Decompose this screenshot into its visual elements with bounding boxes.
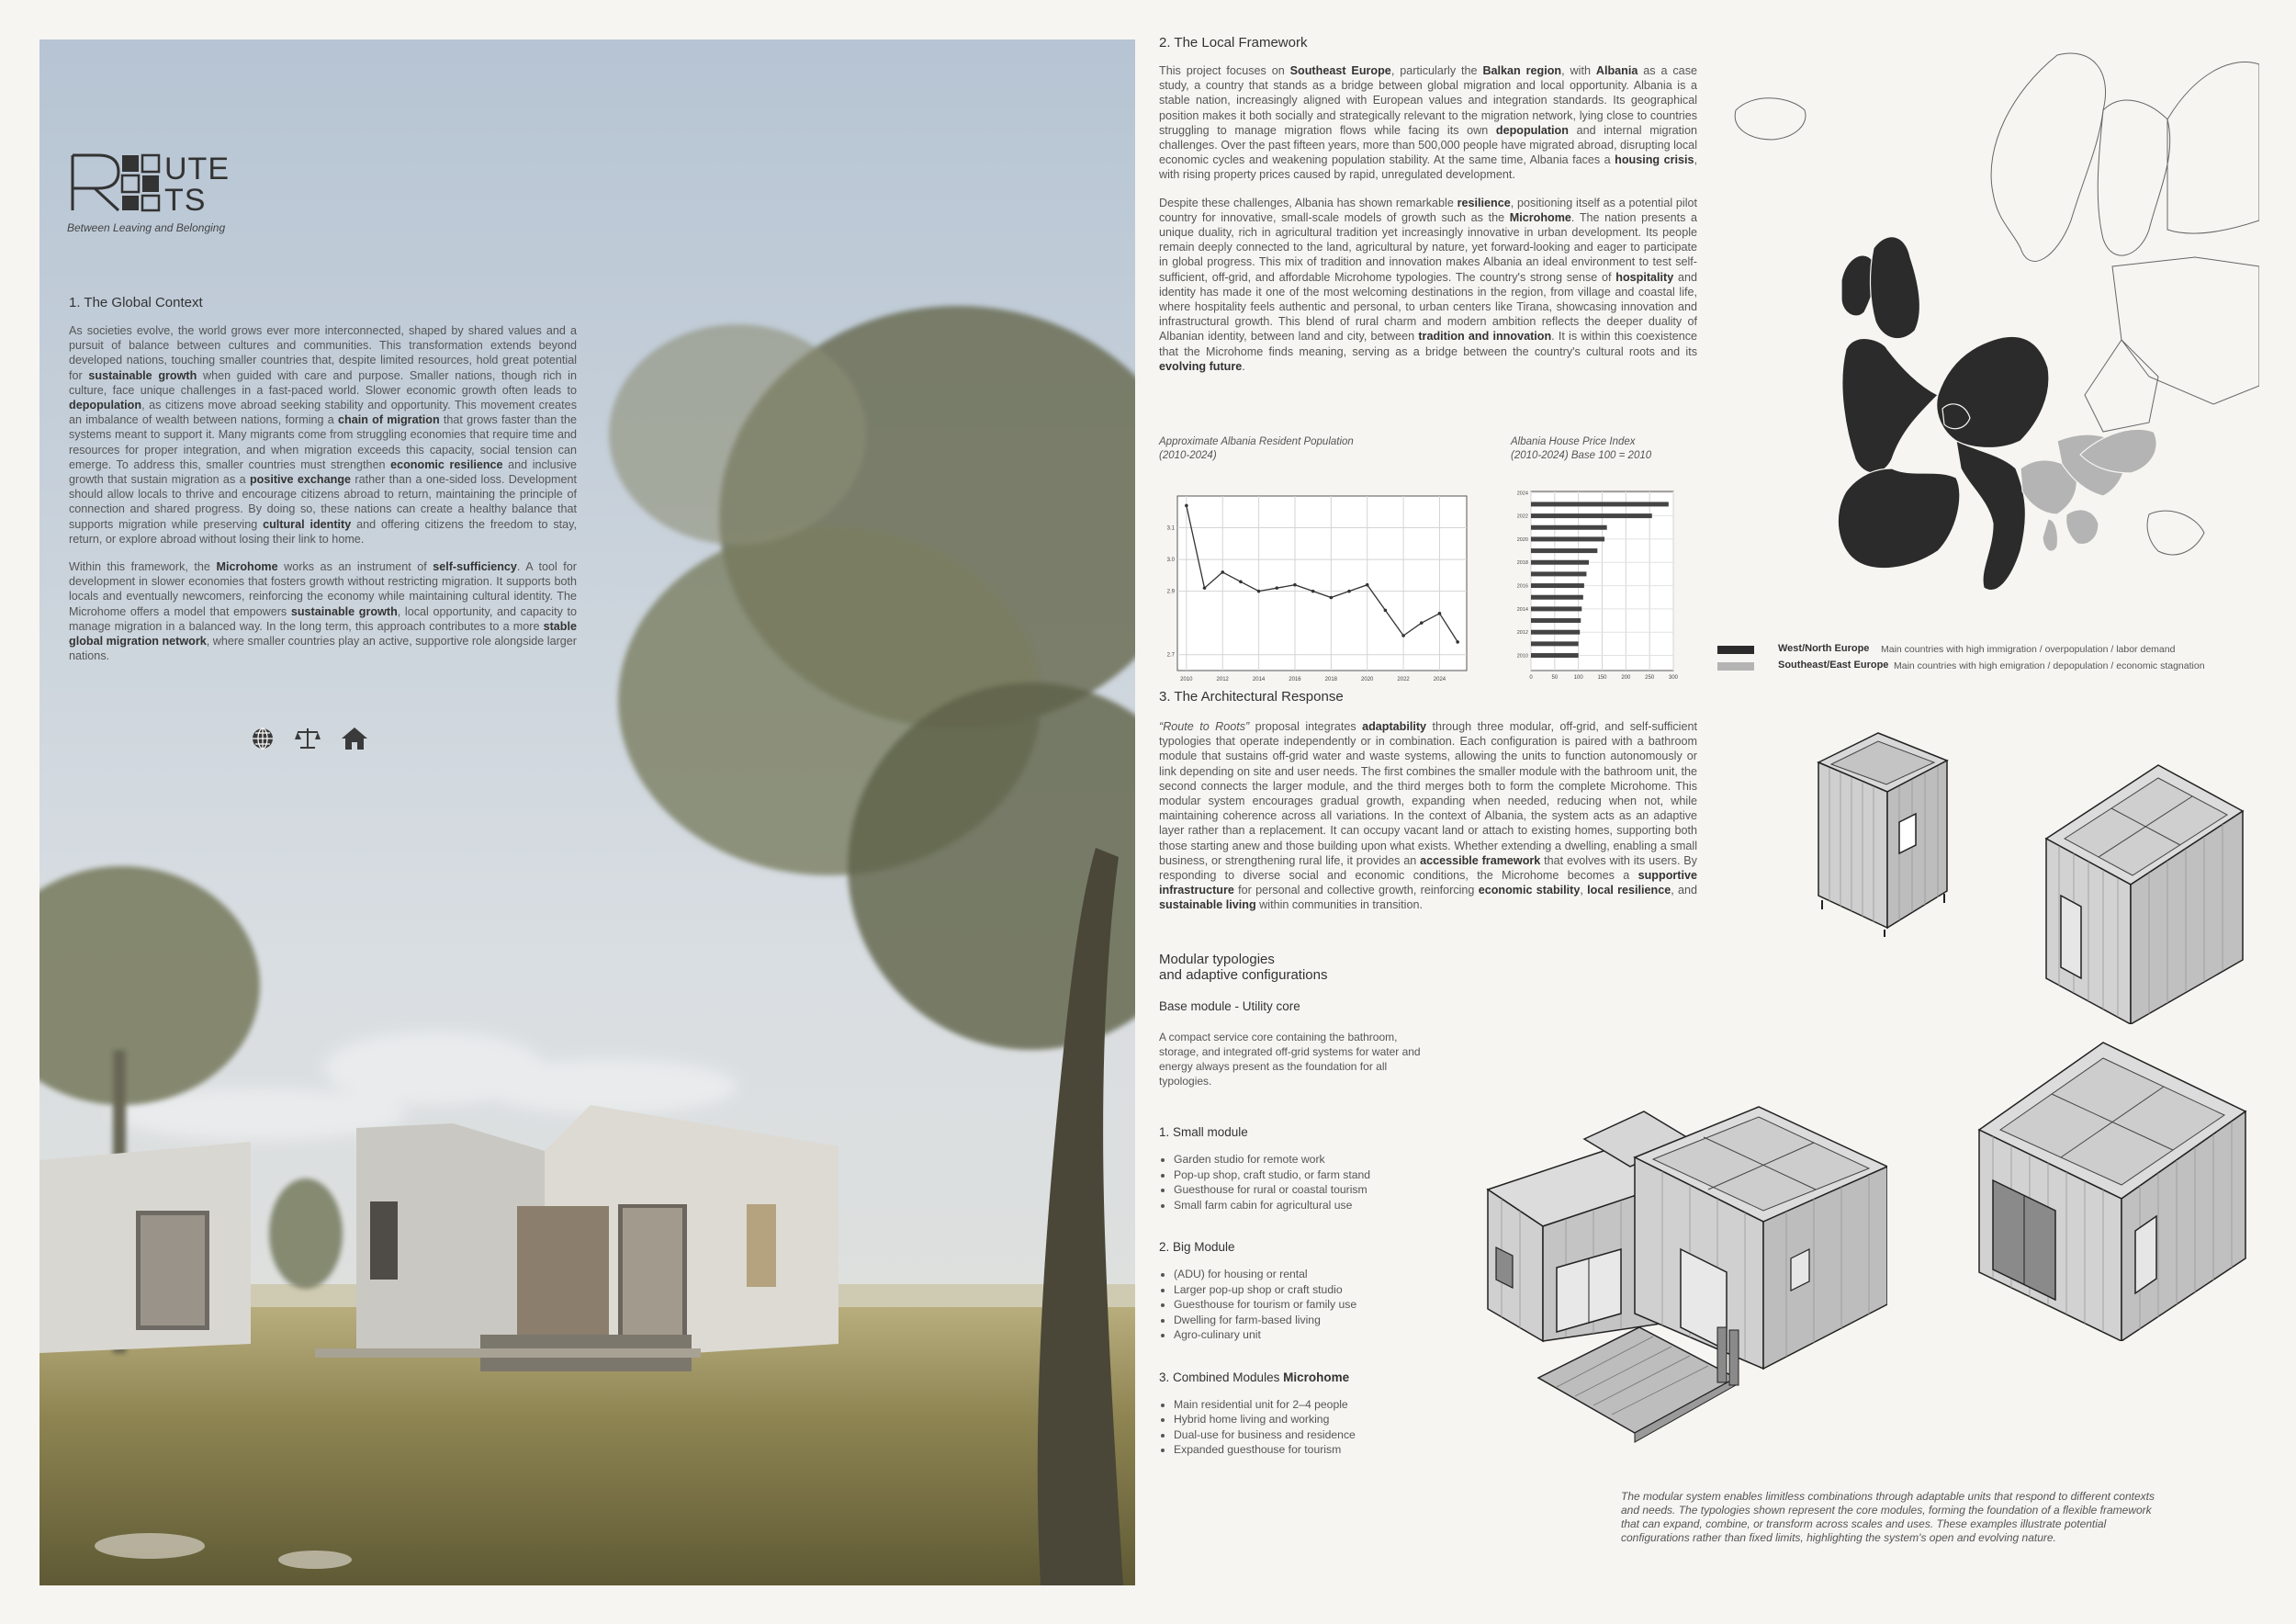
chart-title: Albania House Price Index <box>1511 436 1636 447</box>
emphasis-text: sustainable growth <box>290 604 398 618</box>
legend-desc-west: Main countries with high immigration / overpopulation / labor demand <box>1881 644 2176 655</box>
small-module-drawing <box>2039 758 2250 1024</box>
data-point <box>1438 612 1442 615</box>
emphasis-text: depopulation <box>69 399 142 412</box>
bar <box>1531 606 1581 611</box>
y-tick-label: 3.1 <box>1166 525 1175 532</box>
combined-module-title-text: 3. Combined Modules <box>1159 1370 1284 1384</box>
text-run: , with <box>1561 64 1596 77</box>
logo-text-bottom: TS <box>164 183 207 218</box>
text-run: . It is within this coexistence that the Microhome finds meaning, serving as a bridge between the country's cultural roots and its <box>1159 330 1698 358</box>
bar <box>1531 641 1579 646</box>
legend-swatch-west <box>1717 646 1754 654</box>
emphasis-text: tradition and innovation <box>1418 330 1552 344</box>
data-point <box>1366 583 1369 587</box>
microhome-combined-drawing <box>1483 1102 1887 1451</box>
list-item: • Dual-use for business and residence <box>1174 1427 1435 1443</box>
hero-render-image <box>39 39 1135 1585</box>
list-item: • Main residential unit for 2–4 people <box>1174 1397 1435 1413</box>
x-tick-label: 100 <box>1573 675 1583 681</box>
data-point <box>1347 590 1351 593</box>
list-item: • Agro-culinary unit <box>1174 1327 1435 1343</box>
text-run: works as an instrument of <box>277 560 433 574</box>
chart-title: Approximate Albania Resident Population <box>1159 436 1354 447</box>
legend-label-southeast: Southeast/East Europe <box>1778 660 1889 671</box>
data-point <box>1420 621 1424 625</box>
emphasis-text: Microhome <box>1509 210 1571 224</box>
emphasis-text: depopulation <box>1495 123 1569 137</box>
text-run: , <box>1580 884 1588 897</box>
x-tick-label: 250 <box>1645 675 1655 681</box>
list-item: • Guesthouse for rural or coastal tourism <box>1174 1182 1435 1198</box>
logo-text-top: UTE <box>164 152 230 186</box>
arch-paragraph-1 <box>1159 719 1697 913</box>
list-item: • Small farm cabin for agricultural use <box>1174 1198 1435 1213</box>
emphasis-text: hospitality <box>1615 270 1674 284</box>
data-point <box>1185 504 1188 508</box>
modular-title-2: and adaptive configurations <box>1159 967 1328 983</box>
architectural-response-section <box>1159 689 1697 926</box>
local-paragraph-2 <box>1159 196 1697 374</box>
x-tick-label: 300 <box>1668 675 1679 681</box>
text-run: Within this framework, the <box>69 560 217 574</box>
section-title: 3. The Architectural Response <box>1159 689 1344 705</box>
plot-area <box>1177 496 1467 671</box>
emphasis-text: housing crisis <box>1615 153 1694 167</box>
small-module-title: 1. Small module <box>1159 1125 1248 1139</box>
legend-row-southeast <box>1717 660 2287 676</box>
bar <box>1531 502 1669 506</box>
global-paragraph-2 <box>69 559 577 663</box>
big-module-drawing <box>1975 1038 2250 1341</box>
bar <box>1531 536 1604 541</box>
legend-desc-southeast: Main countries with high emigration / depopulation / economic stagnation <box>1894 660 2205 671</box>
y-tick-label: 2020 <box>1516 536 1528 543</box>
y-tick-label: 2010 <box>1516 653 1528 660</box>
x-tick-label: 2014 <box>1252 677 1266 682</box>
text-run: and identity has made it one of the most welcoming destinations in the region, from village and coastal life, where hospitality feels authentic and personal, to urban centers like Tirana, showcasing innovation and infrastructural growth. This blend of rural charm and modern ambition reflects the deeper duality of Albanian identity, between land and city, between <box>1159 270 1697 344</box>
x-tick-label: 50 <box>1551 675 1559 681</box>
section-title: 2. The Local Framework <box>1159 35 1308 51</box>
y-tick-label: 3.0 <box>1166 558 1175 564</box>
bar <box>1531 595 1583 600</box>
bar <box>1531 525 1607 530</box>
emphasis-text: local resilience <box>1587 884 1671 897</box>
data-point <box>1239 580 1243 583</box>
text-run: , particularly the <box>1390 64 1483 77</box>
emphasis-text: adaptability <box>1362 720 1427 733</box>
data-point <box>1384 609 1388 613</box>
text-run: , as citizens move abroad seeking stability and opportunity. This movement creates an imbalance of wealth between nations, forming a <box>69 399 577 427</box>
emphasis-text: economic resilience <box>390 457 503 471</box>
base-module-title: Base module - Utility core <box>1159 999 1300 1013</box>
list-item: • Hybrid home living and working <box>1174 1412 1435 1427</box>
bar <box>1531 548 1597 553</box>
y-tick-label: 2022 <box>1516 513 1528 520</box>
legend-row-west <box>1717 643 2287 660</box>
emphasis-text: resilience <box>1457 196 1511 209</box>
modular-caption: The modular system enables limitless combinations through adaptable units that respond to different contexts and needs. The typologies shown represent the core modules, forming the foundation of a flexible framework that can expand, combine, or transform across scales and uses. These examples illustrate potential configurations rather than fixed limits, highlighting the system's open and evolving nature. <box>1621 1490 2155 1544</box>
y-tick-label: 2014 <box>1516 606 1528 613</box>
x-tick-label: 2020 <box>1361 677 1374 682</box>
emphasis-text: Balkan region <box>1482 64 1562 77</box>
text-run: proposal integrates <box>1249 720 1363 733</box>
bar <box>1531 583 1584 588</box>
legend-swatch-southeast <box>1717 662 1754 671</box>
y-tick-label: 2024 <box>1516 491 1528 497</box>
list-item: • Larger pop-up shop or craft studio <box>1174 1282 1435 1298</box>
section-title: 1. The Global Context <box>69 295 203 310</box>
list-item: • Dwelling for farm-based living <box>1174 1313 1435 1328</box>
emphasis-text: evolving future <box>1159 359 1243 373</box>
local-paragraph-1 <box>1159 63 1697 183</box>
list-item: • Guesthouse for tourism or family use <box>1174 1297 1435 1313</box>
icon-row <box>251 727 379 754</box>
x-tick-label: 2018 <box>1324 677 1338 682</box>
text-run: , where smaller countries play an active, supportive role alongside larger nations. <box>69 635 577 663</box>
emphasis-text: cultural identity <box>263 517 352 531</box>
list-item: • Garden studio for remote work <box>1174 1152 1435 1167</box>
text-run: that grows faster than the systems meant to support it. Many migrants come from struggling economies that require time and resources for proper integration, and when migration exceeds this capacity, social tension can emerge. To address this, smaller countries must strengthen <box>69 413 578 471</box>
text-run: Despite these challenges, Albania has shown remarkable <box>1159 196 1458 209</box>
x-tick-label: 0 <box>1529 675 1533 681</box>
global-context-section <box>69 295 577 676</box>
text-run: . A tool for development in slower economies that fosters growth without restricting migration. It supports both locals and eventually newcomers, reinforcing the economy while maintaining cultural identity. The Microhome offers a model that empowers <box>69 560 577 618</box>
emphasis-text: accessible framework <box>1420 853 1541 867</box>
legend-label-west: West/North Europe <box>1778 643 1870 654</box>
x-tick-label: 2012 <box>1216 677 1229 682</box>
combined-module-list <box>1159 1397 1435 1458</box>
list-item: • Pop-up shop, craft studio, or farm stand <box>1174 1167 1435 1183</box>
text-run: for personal and collective growth, reinforcing <box>1233 884 1479 897</box>
y-tick-label: 2016 <box>1516 583 1528 590</box>
x-tick-label: 150 <box>1597 675 1607 681</box>
x-tick-label: 2010 <box>1180 677 1193 682</box>
text-run: “Route to Roots” <box>1159 720 1250 733</box>
list-item: • Expanded guesthouse for tourism <box>1174 1442 1435 1458</box>
emphasis-text: supportive infrastructure <box>1159 869 1697 897</box>
text-run: within communities in transition. <box>1255 898 1423 912</box>
bar <box>1531 560 1589 565</box>
text-run: . <box>1242 359 1245 373</box>
house-price-bar-chart <box>1511 487 1694 689</box>
emphasis-text: Albania <box>1595 64 1638 77</box>
y-tick-label: 2018 <box>1516 560 1528 567</box>
text-run: , with rising property prices caused by rapid, unregulated development. <box>1159 153 1697 182</box>
chart-subtitle: (2010-2024) <box>1159 450 1217 461</box>
data-point <box>1456 640 1459 644</box>
text-run: , local opportunity, and capacity to manage migration in a balanced way. In the long term, this approach contributes to a more <box>69 604 578 633</box>
map-legend <box>1717 643 2287 676</box>
text-run: as a case study, a country that stands as a bridge between global migration and local opportunity. Albania is a stable nation, increasingly aligned with European values and integration standards. Its geographical position makes it both socially and strategically relevant to the migration network, lying close to countries struggling to manage migration flows while facing its own <box>1159 64 1697 137</box>
text-run: and internal migration challenges. Over the past fifteen years, more than 500,000 people have migrated abroad, disrupting local economic cycles and weakening population stability. At the same time, Albania faces a <box>1159 123 1697 167</box>
emphasis-text: Microhome <box>216 560 278 574</box>
emphasis-text: economic stability <box>1478 884 1581 897</box>
combined-module-title-bold: Microhome <box>1283 1370 1350 1384</box>
data-point <box>1221 570 1224 574</box>
base-module-desc: A compact service core containing the bathroom, storage, and integrated off-grid systems for water and energy always present as the foundation for all typologies. <box>1159 1031 1421 1088</box>
big-module-list <box>1159 1267 1435 1343</box>
modular-typologies-section <box>1159 952 1435 1458</box>
emphasis-text: sustainable growth <box>88 368 197 382</box>
text-run: This project focuses on <box>1159 64 1290 77</box>
text-run: . The nation presents a unique duality, rich in agricultural tradition yet increasingly innovative in urban development. Its people remain deeply connected to the land, agricultural by nature, yet forward-looking and eager to participate in global progress. This mix of tradition and innovation makes Albania an ideal environment to test self-sufficient, off-grid, and affordable Microhome typologies. The country's strong sense of <box>1159 210 1698 284</box>
small-module-list <box>1159 1152 1435 1212</box>
y-tick-label: 2.9 <box>1166 589 1175 595</box>
text-run: and inclusive growth that sustain migration as a <box>69 457 577 487</box>
bar <box>1531 653 1579 658</box>
y-tick-label: 2.7 <box>1166 652 1175 659</box>
data-point <box>1203 586 1207 590</box>
logo <box>67 150 251 232</box>
logo-tagline: Between Leaving and Belonging <box>67 221 226 234</box>
x-tick-label: 200 <box>1621 675 1631 681</box>
globe-icon <box>251 727 275 750</box>
data-point <box>1401 634 1405 637</box>
bar <box>1531 513 1652 518</box>
text-run: rather than a one-sided loss. Development should allow locals to thrive and encourage citizens abroad to return, maintaining the principle of connection and shared progress. By doing so, these nations can create a healthy balance that supports migration while preserving <box>69 473 577 531</box>
data-point <box>1311 590 1315 593</box>
data-point <box>1257 590 1261 593</box>
chart-subtitle: (2010-2024) Base 100 = 2010 <box>1511 450 1652 461</box>
global-paragraph-1 <box>69 323 577 547</box>
emphasis-text: sustainable living <box>1159 898 1256 912</box>
home-icon <box>341 727 368 750</box>
house-price-chart <box>1511 435 1694 681</box>
emphasis-text: self-sufficiency <box>433 560 517 574</box>
text-run: and offering citizens the freedom to stay, return, or explore abroad without losing their link to home. <box>69 517 577 546</box>
text-run: As societies evolve, the world grows ever more interconnected, shaped by shared values and a pursuit of balance between cultures and communities. This transformation extends beyond developed nations, touching smaller countries that, despite limited resources, hold great potential for <box>69 324 577 382</box>
x-tick-label: 2022 <box>1397 677 1410 682</box>
utility-core-drawing <box>1809 726 1956 937</box>
local-framework-section <box>1159 35 1697 387</box>
bar <box>1531 571 1586 576</box>
europe-map <box>1717 37 2259 625</box>
y-tick-label: 2012 <box>1516 630 1528 637</box>
emphasis-text: positive exchange <box>249 473 352 487</box>
scale-icon <box>295 727 321 750</box>
text-run: that evolves with its users. By responding to diverse social and economic conditions, the Microhome becomes a <box>1159 853 1697 883</box>
data-point <box>1275 586 1278 590</box>
emphasis-text: stable global migration network <box>69 619 577 648</box>
list-item: • (ADU) for housing or rental <box>1174 1267 1435 1282</box>
data-point <box>1293 583 1297 587</box>
text-run: through three modular, off-grid, and self-sufficient typologies that operate independently or in combination. Each configuration is paired with a bathroom module that sustains off-grid water and waste systems, allowing the units to function autonomously or link depending on site and user needs. The first combines the smaller module with the bathroom unit, the second connects the larger module, and the third merges both to form the complete Microhome. This modular system encourages gradual growth, expanding when needed, reducing when not, while maintaining coherence across all variations. In the context of Albania, the system acts as an adaptive layer rather than a replacement. It can occupy vacant land or attach to existing homes, supporting both those starting anew and those building upon what exists. Whether extending a dwelling, enabling a small business, or strengthening rural life, it provides an <box>1159 720 1697 867</box>
text-run: , positioning itself as a potential pilot country for innovative, small-scale models of growth such as the <box>1159 196 1698 224</box>
combined-module-title <box>1159 1370 1435 1384</box>
x-tick-label: 2024 <box>1433 677 1446 682</box>
modular-title-1: Modular typologies <box>1159 952 1275 967</box>
text-run: , and <box>1671 884 1698 897</box>
bar <box>1531 618 1581 623</box>
data-point <box>1330 596 1334 600</box>
population-chart <box>1159 435 1471 682</box>
text-run: when guided with care and purpose. Smaller nations, though rich in culture, face unique challenges in a fast-paced world. Slower economic growth often leads to <box>69 368 577 397</box>
x-tick-label: 2016 <box>1289 677 1301 682</box>
bar <box>1531 630 1580 635</box>
emphasis-text: Southeast Europe <box>1289 64 1391 77</box>
emphasis-text: chain of migration <box>338 413 440 427</box>
big-module-title: 2. Big Module <box>1159 1240 1235 1254</box>
population-line-chart <box>1159 487 1471 689</box>
